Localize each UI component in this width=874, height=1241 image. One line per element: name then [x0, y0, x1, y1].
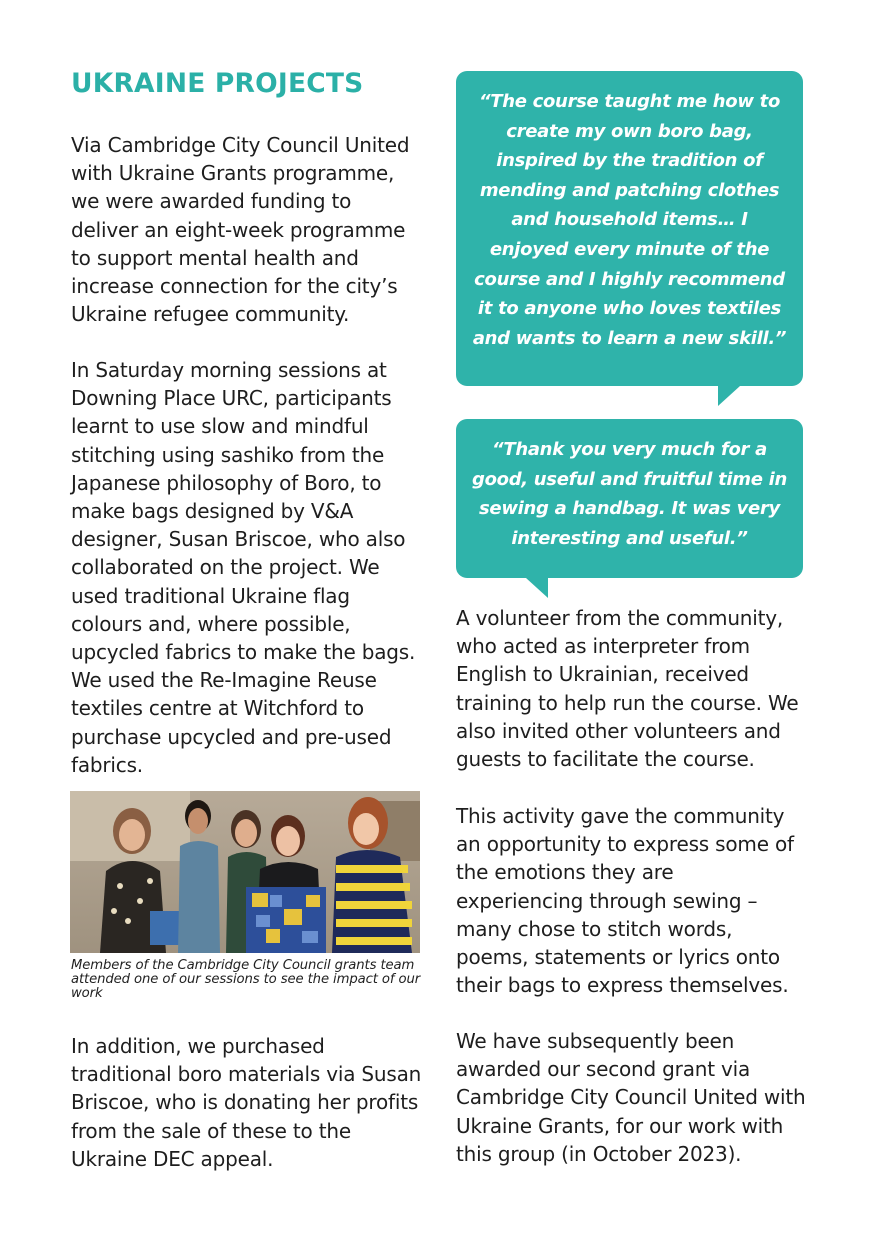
quote-bubble-2-tail [526, 578, 548, 598]
quote-bubble-1-tail [718, 386, 740, 406]
group-photo [70, 791, 420, 953]
sessions-paragraph: In Saturday morning sessions at Downing Place URC, participants learnt to use slow and mindful stitching using sashiko from the Japanese philosophy of Boro, to make bags designed by V&A designer, Susan Briscoe, who also collaborated on the project. We used traditional Ukraine flag colours and, where possible, upcycled fabrics to make the bags. We used the Re-Imagine Reuse textiles centre at Witchford to purchase upcycled and pre-used fabrics. [71, 358, 416, 777]
quote-text-1: “The course taught me how to create my own boro bag, inspired by the tradition of mending and patching clothes and household items… I enjoyed every minute of the course and I highly recommend it to anyone who loves textiles and wants to learn a new skill.” [472, 91, 787, 349]
quote-bubble-1 [456, 71, 803, 386]
intro-paragraph: Via Cambridge City Council United with Ukraine Grants programme, we were awarded funding to deliver an eight-week programme to support mental health and increase connection for the city’s Ukraine refugee community. [71, 133, 410, 327]
page-title: UKRAINE PROJECTS [71, 68, 364, 99]
volunteer-paragraph: A volunteer from the community, who acted as interpreter from English to Ukrainian, received training to help run the course. We also invited other volunteers and guests to facilitate the course. [456, 606, 799, 772]
quote-bubble-2 [456, 419, 803, 578]
photo-caption: Members of the Cambridge City Council grants team attended one of our sessions to see the impact of our work [71, 958, 421, 1002]
quote-text-2: “Thank you very much for a good, useful and fruitful time in sewing a handbag. It was very interesting and useful.” [471, 439, 787, 549]
group-photo-image [70, 791, 420, 953]
materials-paragraph: In addition, we purchased traditional boro materials via Susan Briscoe, who is donating her profits from the sale of these to the Ukraine DEC appeal. [71, 1034, 422, 1171]
activity-paragraph: This activity gave the community an opportunity to express some of the emotions they are experiencing through sewing – many chose to stitch words, poems, statements or lyrics onto their bags to express themselves. [456, 804, 794, 998]
second-grant-paragraph: We have subsequently been awarded our second grant via Cambridge City Council United with Ukraine Grants, for our work with this group (in October 2023). [456, 1029, 806, 1166]
